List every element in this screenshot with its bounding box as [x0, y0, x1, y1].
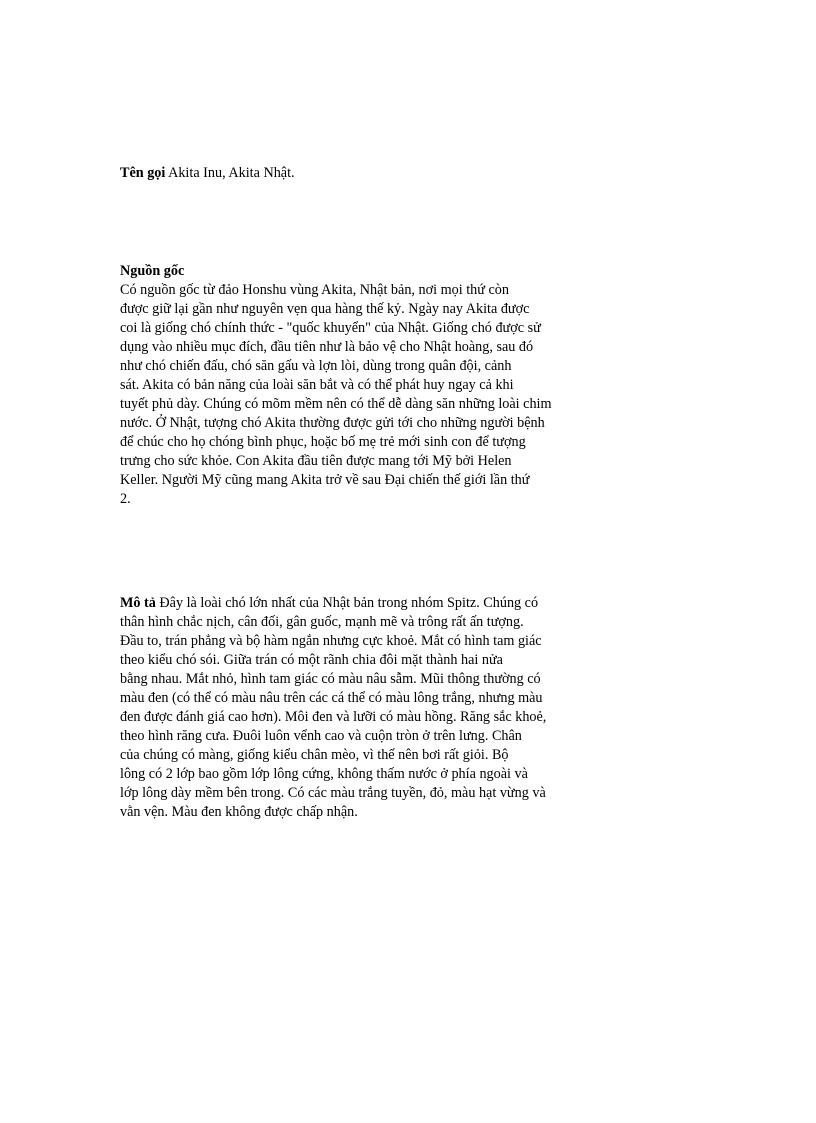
text-line: 2. — [120, 491, 131, 507]
text-line: màu đen (có thể có màu nâu trên các cá thể có màu lông trắng, nhưng màu — [120, 690, 543, 706]
text-line: bằng nhau. Mắt nhỏ, hình tam giác có màu nâu sẫm. Mũi thông thường có — [120, 671, 541, 687]
text-line: sát. Akita có bản năng của loài săn bắt và có thể phát huy ngay cả khi — [120, 377, 514, 393]
text-line: coi là giống chó chính thức - "quốc khuyển" của Nhật. Giống chó được sử — [120, 320, 541, 336]
heading-nguon-goc: Nguồn gốc — [120, 263, 185, 279]
heading-mo-ta: Mô tả — [120, 595, 156, 611]
text-line: tuyết phủ dày. Chúng có mõm mềm nên có thể dễ dàng săn những loài chim — [120, 396, 552, 412]
text-line: đen được đánh giá cao hơn). Môi đen và lưỡi có màu hồng. Răng sắc khoẻ, — [120, 709, 547, 725]
text-line: để chúc cho họ chóng bình phục, hoặc bố mẹ trẻ mới sinh con để tượng — [120, 434, 526, 450]
text-line: theo kiểu chó sói. Giữa trán có một rãnh chia đôi mặt thành hai nửa — [120, 652, 503, 668]
section-ten-goi — [120, 164, 295, 183]
text-line: lông có 2 lớp bao gồm lớp lông cứng, không thấm nước ở phía ngoài và — [120, 766, 528, 782]
mo-ta-first-line — [120, 594, 538, 613]
text-line: vằn vện. Màu đen không được chấp nhận. — [120, 804, 358, 820]
text-line: Đây là loài chó lớn nhất của Nhật bản trong nhóm Spitz. Chúng có — [159, 595, 539, 611]
text-line: thân hình chắc nịch, cân đối, gân guốc, mạnh mẽ và trông rất ấn tượng. — [120, 614, 524, 630]
text-line: theo hình răng cưa. Đuôi luôn vểnh cao và cuộn tròn ở trên lưng. Chân — [120, 728, 522, 744]
text-line: lớp lông dày mềm bên trong. Có các màu trắng tuyền, đỏ, màu hạt vừng và — [120, 785, 546, 801]
text-line: nước. Ở Nhật, tượng chó Akita thường được gửi tới cho những người bệnh — [120, 415, 545, 431]
text-line: được giữ lại gần như nguyên vẹn qua hàng thế kỷ. Ngày nay Akita được — [120, 301, 530, 317]
text-line: của chúng có màng, giống kiểu chân mèo, vì thế nên bơi rất giỏi. Bộ — [120, 747, 509, 763]
text-line: như chó chiến đấu, chó săn gấu và lợn lòi, dùng trong quân đội, cảnh — [120, 358, 512, 374]
heading-ten-goi: Tên gọi — [120, 165, 166, 181]
text-line: dụng vào nhiều mục đích, đầu tiên như là bảo vệ cho Nhật hoàng, sau đó — [120, 339, 534, 355]
text-line: Akita Inu, Akita Nhật. — [168, 165, 295, 181]
text-line: Đầu to, trán phẳng và bộ hàm ngắn nhưng cực khoẻ. Mắt có hình tam giác — [120, 633, 542, 649]
text-line: trưng cho sức khỏe. Con Akita đầu tiên được mang tới Mỹ bởi Helen — [120, 453, 512, 469]
text-line: Keller. Người Mỹ cũng mang Akita trở về sau Đại chiến thế giới lần thứ — [120, 472, 530, 488]
text-line: Có nguồn gốc từ đảo Honshu vùng Akita, Nhật bản, nơi mọi thứ còn — [120, 282, 509, 298]
